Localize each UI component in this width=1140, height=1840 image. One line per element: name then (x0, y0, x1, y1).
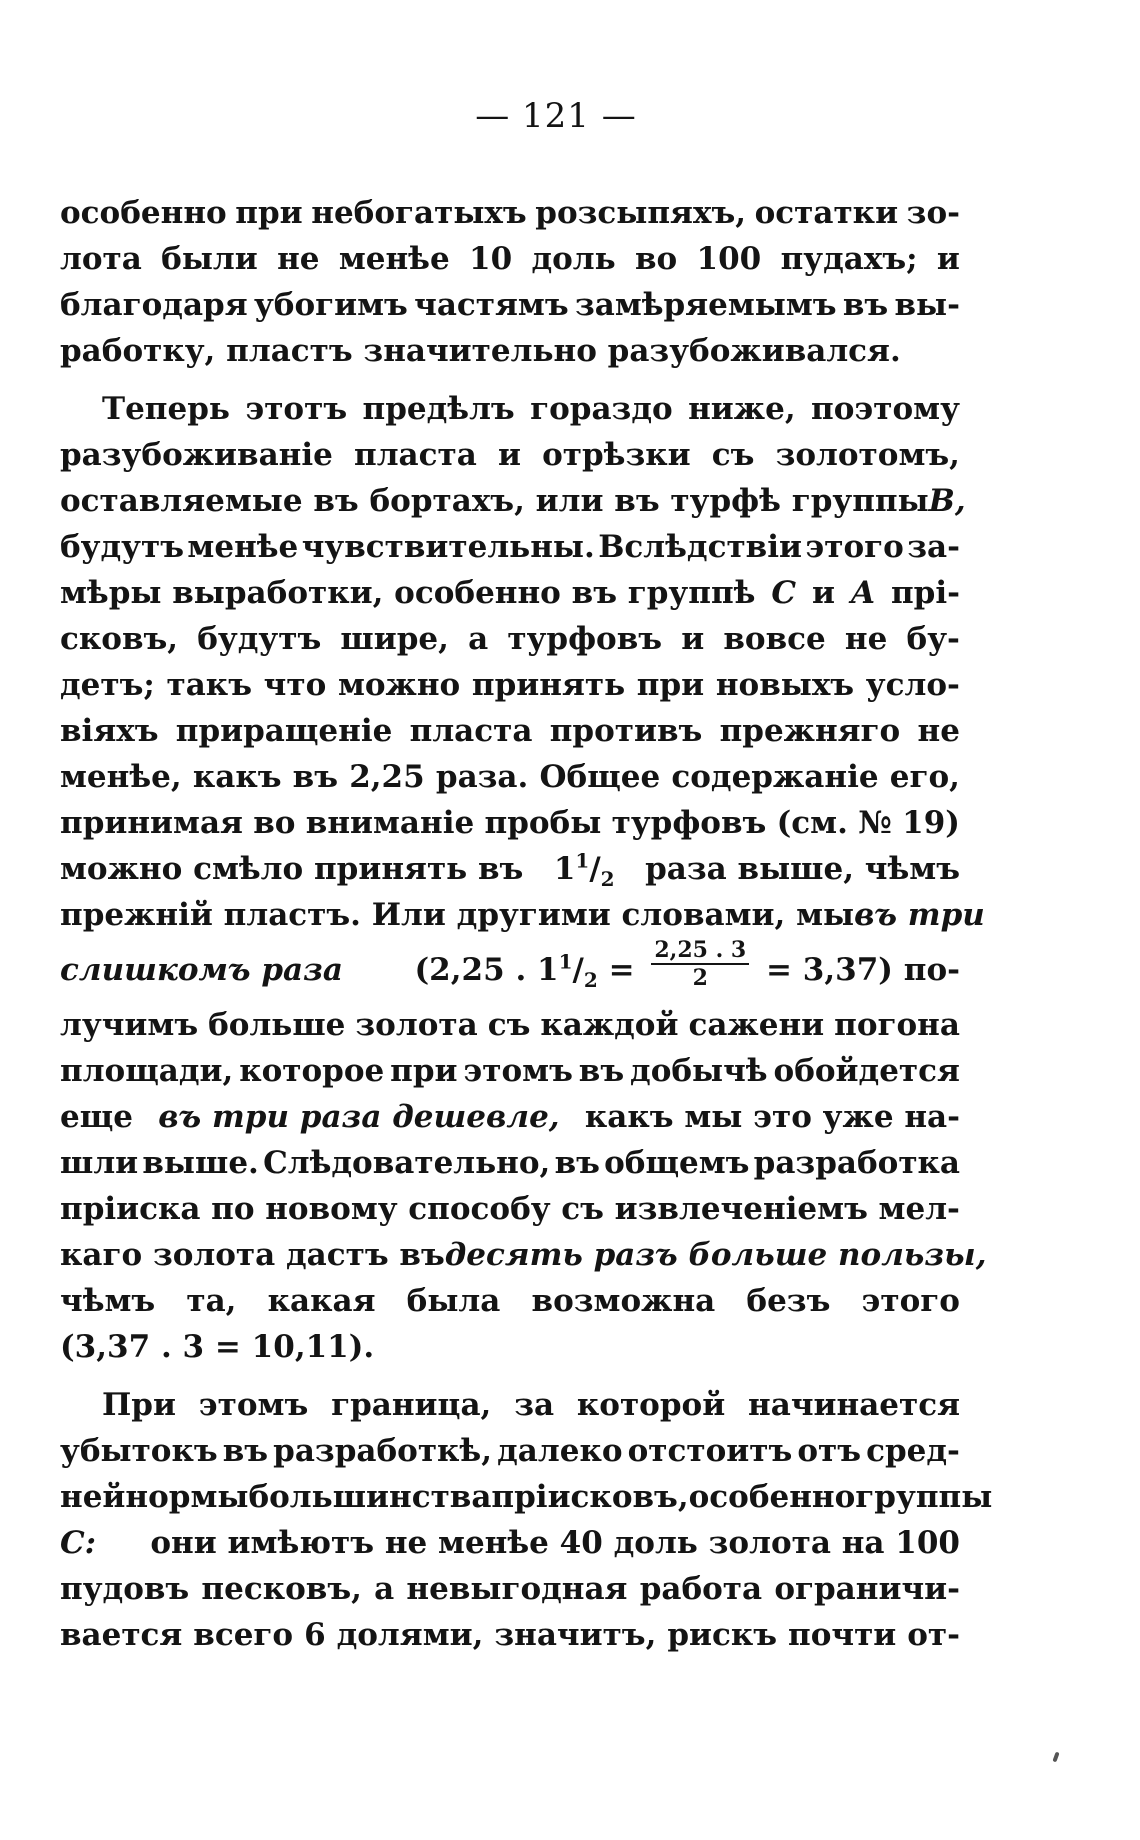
word: вниманіе (305, 805, 475, 841)
word: При (102, 1387, 176, 1423)
mixed-number: $1^1/_2$ (553, 848, 615, 892)
word: группы (855, 1479, 993, 1515)
text-line (60, 236, 960, 282)
word: что (263, 667, 327, 703)
word: была (406, 1283, 501, 1319)
word: вовсе (723, 621, 826, 657)
word: 100 (696, 241, 762, 277)
word: за- (907, 529, 960, 565)
word: золотомъ, (775, 437, 960, 473)
text-line (60, 1428, 960, 1474)
word: можно (337, 667, 461, 703)
text-line (60, 1232, 987, 1278)
text-line (60, 846, 960, 892)
word: въ (222, 1433, 269, 1469)
word: Слѣдовательно, (263, 1145, 551, 1181)
word: отрѣзки (542, 437, 691, 473)
text-line (60, 432, 960, 478)
word: съ (711, 437, 755, 473)
word: ниже, (688, 391, 796, 427)
word: шли (60, 1145, 139, 1181)
word: шире, (340, 621, 449, 657)
word: граница, (331, 1387, 492, 1423)
word: менѣе (338, 241, 450, 277)
word: больше (208, 1007, 346, 1043)
text-line (60, 754, 960, 800)
word: частямъ (414, 287, 569, 323)
line-text: они имѣютъ не менѣе 40 доль золота на 100 (150, 1525, 960, 1561)
word: турфовъ (507, 621, 663, 657)
word: новому (265, 1191, 398, 1227)
word: разубоживаніе (60, 437, 333, 473)
line-text: прі- (890, 575, 960, 611)
word: всего (193, 1617, 294, 1653)
word: по (211, 1191, 255, 1227)
word: доль (531, 241, 616, 277)
word: песковъ, (201, 1571, 362, 1607)
word: способу (408, 1191, 551, 1227)
word: та, (186, 1283, 237, 1319)
word: при (390, 1053, 458, 1089)
word: этого (861, 1283, 960, 1319)
word: 6 (304, 1617, 326, 1653)
word: зо- (906, 195, 960, 231)
word: возможна (531, 1283, 716, 1319)
word: отстоитъ (627, 1433, 793, 1469)
text-line (60, 282, 960, 328)
word: невыгодная (406, 1571, 628, 1607)
word: содержаніе (671, 759, 879, 795)
word: съ (487, 1007, 531, 1043)
word: убытокъ (60, 1433, 218, 1469)
word: далеко (497, 1433, 623, 1469)
word: пласта (354, 437, 477, 473)
word: мел- (878, 1191, 960, 1227)
word: долями, (336, 1617, 484, 1653)
word: этомъ (463, 1053, 573, 1089)
word: пріисковъ, (491, 1479, 689, 1515)
word: сред- (866, 1433, 960, 1469)
word: каждой (540, 1007, 679, 1043)
text-line (60, 1048, 960, 1094)
word: этотъ (245, 391, 348, 427)
word: обойдется (773, 1053, 960, 1089)
word: вы- (894, 287, 960, 323)
text-line (60, 1566, 960, 1612)
word: ограничи- (774, 1571, 960, 1607)
word: бу- (906, 621, 960, 657)
word: Вслѣдствіи (598, 529, 802, 565)
word: небогатыхъ (311, 195, 527, 231)
word: от- (907, 1617, 960, 1653)
word: а (374, 1571, 395, 1607)
word: при (235, 195, 303, 231)
text-line (60, 662, 960, 708)
word: благодаря (60, 287, 248, 323)
text-line (60, 1612, 960, 1658)
text-line (60, 386, 960, 432)
word: предѣлъ (362, 391, 515, 427)
word: пудахъ; (780, 241, 918, 277)
line-text: прежній пластъ. Или другими словами, мы (60, 897, 855, 933)
text-line (60, 1278, 960, 1324)
fraction: $\frac{2,25 . 3}{2}$ (651, 939, 749, 989)
text-line (60, 1140, 960, 1186)
text-line (60, 1474, 993, 1520)
emphasis-text: въ три (854, 897, 985, 933)
line-text: мѣры выработки, особенно въ группѣ (60, 575, 756, 611)
word: принимая (60, 805, 243, 841)
text-line (60, 328, 960, 374)
word: въ (578, 1053, 625, 1089)
text-line (60, 800, 960, 846)
word: 19) (902, 805, 960, 841)
word: особенно (688, 1479, 856, 1515)
line-text: раза выше, чѣмъ (645, 851, 960, 887)
word: большинства (248, 1479, 492, 1515)
word: въ (554, 1145, 600, 1181)
word: принять (471, 667, 626, 703)
word: выше. (142, 1145, 259, 1181)
word: новыхъ (715, 667, 855, 703)
text-line (60, 708, 960, 754)
word: пробы (484, 805, 602, 841)
word: замѣряемымъ (574, 287, 837, 323)
line-text: оставляемые въ бортахъ, или въ турфѣ группы (60, 483, 929, 519)
word: чѣмъ (60, 1283, 156, 1319)
group-label: A (850, 575, 876, 611)
word: которой (576, 1387, 726, 1423)
formula: (2,25 . $1^1/_2$ = $\frac{2,25 . 3}{2}$ = 3,37) по- (414, 936, 960, 993)
word: чувствительны. (301, 529, 595, 565)
word: вается (60, 1617, 183, 1653)
emphasis-text: въ три раза дешевле, (158, 1099, 560, 1135)
word: пудовъ (60, 1571, 190, 1607)
word: пріиска (60, 1191, 201, 1227)
page-number: — 121 — (475, 96, 637, 136)
word: не (917, 713, 960, 749)
word: разработкѣ, (273, 1433, 493, 1469)
line-text: каго золота дастъ въ (60, 1237, 445, 1273)
word: извлеченіемъ (614, 1191, 868, 1227)
word: Общее (539, 759, 661, 795)
group-label: C (771, 575, 797, 611)
text-line (60, 570, 960, 616)
text-line (60, 524, 960, 570)
word: турфовъ (611, 805, 767, 841)
word: этомъ (198, 1387, 309, 1423)
word: площади, (60, 1053, 234, 1089)
word: будутъ (60, 529, 185, 565)
word: значитъ, (494, 1617, 657, 1653)
word: раза. (435, 759, 529, 795)
word: съ (561, 1191, 604, 1227)
word: добычѣ (630, 1053, 768, 1089)
word: золота (355, 1007, 478, 1043)
word: приращеніе (175, 713, 393, 749)
text-line (60, 616, 960, 662)
emphasis-text: десять разъ больше пользы, (444, 1237, 987, 1273)
word: за (514, 1387, 555, 1423)
line-text: (3,37 . 3 = 10,11). (60, 1329, 375, 1365)
word: (см. (776, 805, 848, 841)
word: начинается (748, 1387, 960, 1423)
word: убогимъ (253, 287, 408, 323)
word: лота (60, 241, 142, 277)
word: сажени (688, 1007, 825, 1043)
word: 10 (469, 241, 513, 277)
emphasis-text: слишкомъ раза (60, 952, 343, 988)
word: въ (292, 759, 338, 795)
text-line (60, 1094, 960, 1140)
word: пласта (409, 713, 533, 749)
line-text: и (812, 575, 836, 611)
text-line (60, 1324, 960, 1370)
word: особенно (60, 195, 227, 231)
word: работа (639, 1571, 763, 1607)
word: сковъ, (60, 621, 179, 657)
word: и (936, 241, 960, 277)
word: во (635, 241, 678, 277)
print-speck (1052, 1752, 1059, 1763)
word: поэтому (811, 391, 960, 427)
text-line (60, 478, 966, 524)
word: и (497, 437, 521, 473)
word: менѣе (187, 529, 299, 565)
word: этого (805, 529, 904, 565)
text-line (60, 1382, 960, 1428)
group-label: C: (60, 1525, 97, 1561)
word: которое (239, 1053, 385, 1089)
word: отъ (797, 1433, 862, 1469)
word: во (253, 805, 296, 841)
text-line (60, 1002, 960, 1048)
group-label: B, (928, 483, 966, 519)
body-text (60, 190, 993, 1658)
word: нормы (125, 1479, 249, 1515)
word: № (858, 805, 892, 841)
word: віяхъ (60, 713, 159, 749)
line-text: работку, пластъ значительно разубоживался. (60, 333, 901, 369)
line-text: можно смѣло принять въ (60, 851, 524, 887)
word: рискъ (667, 1617, 778, 1653)
word: разработка (753, 1145, 960, 1181)
word: усло- (865, 667, 960, 703)
word: и (681, 621, 705, 657)
word: лучимъ (60, 1007, 199, 1043)
word: прежняго (719, 713, 901, 749)
word: общемъ (604, 1145, 750, 1181)
text-line (60, 190, 960, 236)
word: при (636, 667, 705, 703)
word: Теперь (102, 391, 230, 427)
word: почти (788, 1617, 897, 1653)
word: будутъ (197, 621, 322, 657)
word: какая (267, 1283, 376, 1319)
word: какъ (192, 759, 282, 795)
word: менѣе, (60, 759, 182, 795)
word: погона (834, 1007, 960, 1043)
word: въ (842, 287, 889, 323)
word: его, (889, 759, 960, 795)
text-line (60, 1520, 960, 1566)
word: а (468, 621, 489, 657)
word: 2,25 (349, 759, 425, 795)
word: безъ (746, 1283, 831, 1319)
text-line (60, 1186, 960, 1232)
word: гораздо (530, 391, 673, 427)
word: были (161, 241, 258, 277)
word: детъ; (60, 667, 155, 703)
word: противъ (549, 713, 703, 749)
text-line (60, 892, 985, 938)
text-line-formula (60, 938, 960, 1002)
line-text: какъ мы это уже на- (584, 1099, 960, 1135)
word: розсыпяхъ, (535, 195, 747, 231)
line-text: еще (60, 1099, 133, 1135)
word: такъ (166, 667, 252, 703)
word: не (844, 621, 888, 657)
word: ней (60, 1479, 126, 1515)
word: не (277, 241, 320, 277)
word: остатки (754, 195, 899, 231)
